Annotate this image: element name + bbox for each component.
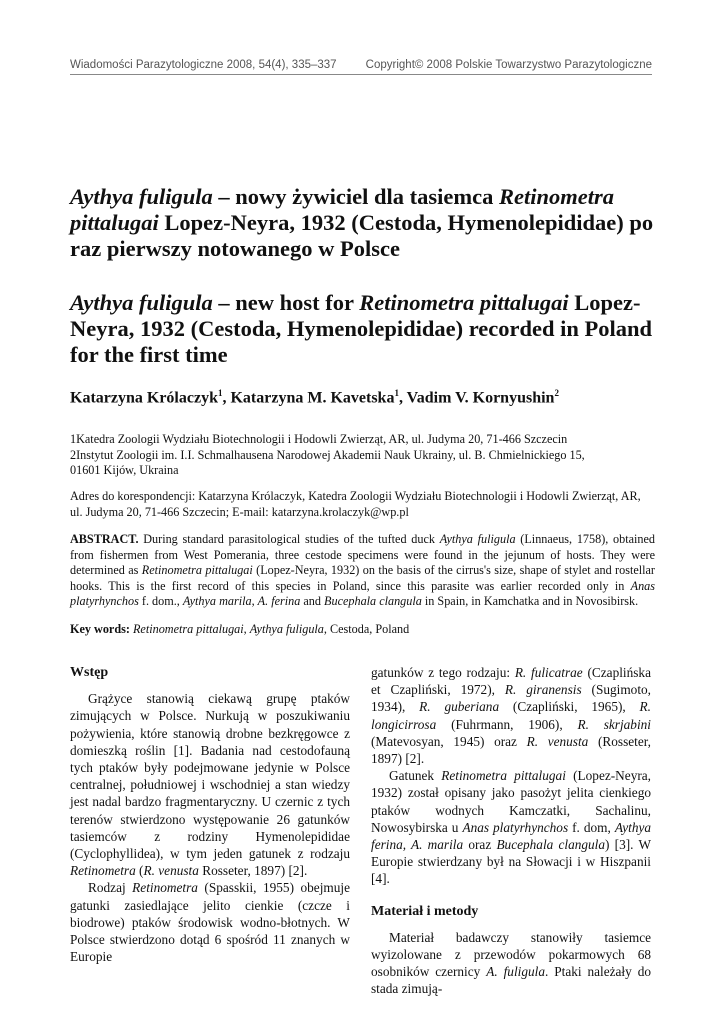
affiliation-2: 2Instytut Zoologii im. I.I. Schmalhausena Narodowej Akademii Nauk Ukrainy, ul. B. Chmielnickiego 15, bbox=[70, 447, 585, 462]
paragraph-text: Rosseter, 1897) [2]. bbox=[198, 863, 308, 879]
title-pl-species: Aythya fuligula bbox=[70, 184, 213, 209]
paragraph-text: . Ptaki należały do stada zimują- bbox=[371, 964, 651, 997]
journal-citation: Wiadomości Parazytologiczne 2008, 54(4), 335–337 bbox=[70, 59, 337, 71]
paragraph-text: Rodzaj bbox=[88, 880, 133, 896]
keyword-italic: Retinometra pittalugai bbox=[132, 622, 244, 636]
author-2-affil: 1 bbox=[394, 388, 399, 398]
paragraph-italic: R. venusta bbox=[143, 863, 199, 879]
paragraph-text: Materiał badawczy stanowiły tasiemce wyizolowane z przewodów pokarmowych 68 osobników czernicy bbox=[371, 929, 651, 980]
abstract bbox=[70, 532, 655, 610]
paragraph-text: (Spasskii, 1955) obejmuje gatunki zasiedlające jelito cienkie (czcze i biodrowe) ptaków środowisk wodno-błotnych. W Polsce stwierdzono dotąd 6 spośród 11 znanych w Europie bbox=[70, 880, 350, 965]
title-pl-genus: Retinometra pittalugai bbox=[70, 184, 614, 235]
title-en-text-2: Lopez-Neyra, 1932 (Cestoda, Hymenolepididae) recorded in Poland for the first time bbox=[70, 290, 653, 367]
running-header bbox=[70, 59, 652, 75]
abstract-italic: Retinometra pittalugai bbox=[141, 563, 253, 577]
paragraph-text: (Sugimoto, 1934), bbox=[371, 682, 651, 715]
paragraph bbox=[371, 767, 651, 887]
abstract-italic: Bucephala clangula bbox=[324, 594, 422, 608]
paragraph-italic: A. fuligula bbox=[486, 964, 545, 980]
copyright-notice: Copyright© 2008 Polskie Towarzystwo Parazytologiczne bbox=[365, 59, 652, 71]
paragraph bbox=[70, 879, 350, 965]
author-1-affil: 1 bbox=[217, 388, 223, 398]
abstract-label: ABSTRACT. bbox=[70, 532, 139, 546]
keyword-text: , Cestoda, Poland bbox=[323, 622, 410, 636]
paragraph-italic: R. giranensis bbox=[504, 682, 582, 698]
affiliation-1: 1Katedra Zoologii Wydziału Biotechnologii i Hodowli Zwierząt, AR, ul. Judyma 20, 71-466 Szczecin bbox=[70, 432, 568, 446]
paragraph bbox=[371, 664, 651, 767]
author-3-affil: 2 bbox=[554, 388, 559, 398]
title-english bbox=[70, 290, 660, 368]
author-1: Katarzyna Królaczyk bbox=[70, 389, 218, 407]
paragraph-text: f. dom, bbox=[568, 819, 615, 835]
keyword-italic: Aythya fuligula bbox=[249, 622, 324, 636]
paragraph-text: (Czaplińska et Czapliński, 1972), bbox=[371, 665, 651, 698]
paragraph-italic: R. guberiana bbox=[419, 699, 500, 715]
paragraph-italic: Aythya ferina, A. marila bbox=[371, 819, 652, 853]
paragraph-text: (Czapliński, 1965), bbox=[499, 699, 640, 715]
title-polish bbox=[70, 184, 660, 262]
paragraph-italic: Retinometra bbox=[132, 880, 198, 896]
author-3: , Vadim V. Kornyushin bbox=[398, 389, 555, 407]
paragraph-text: oraz bbox=[463, 837, 497, 853]
abstract-text: in Spain, in Kamchatka and in Novosibirsk. bbox=[421, 594, 639, 608]
paragraph-italic: R. fulicatrae bbox=[514, 665, 583, 680]
paragraph bbox=[371, 929, 651, 998]
keywords-label: Key words: bbox=[70, 622, 130, 636]
paragraph-text: ( bbox=[135, 863, 144, 879]
paragraph-text: ) [3]. W Europie stwierdzany był na Słowacji i w Hiszpanii [4]. bbox=[371, 837, 651, 887]
left-column bbox=[70, 664, 350, 965]
paragraph-italic: Retinometra bbox=[70, 863, 136, 879]
keyword-text: , bbox=[243, 622, 250, 636]
title-pl-text-1: – nowy żywiciel dla tasiemca bbox=[212, 184, 499, 209]
paragraph-text: Grążyce stanowią ciekawą grupę ptaków zimujących w Polsce. Nurkują w poszukiwaniu pożywienia, które stanowią drobne bezkręgowce z domieszką roślin [1]. Badania nad cestodofauną tych ptaków były podejmowane jedynie w Polsce centralnej, południowej i wschodniej a stan wiedzy jest nadal bardzo fragmentaryczny. U czernic z tych terenów stwierdzono występowanie 26 gatunków tasiemców z rodziny Hymenolepididae (Cyclophyllidea), w tym jeden gatunek z rodzaju bbox=[70, 691, 350, 862]
abstract-text: During standard parasitological studies of the tufted duck bbox=[138, 532, 440, 546]
abstract-italic: Anas platyrhynchos bbox=[70, 578, 655, 608]
title-en-species: Aythya fuligula bbox=[70, 290, 213, 315]
abstract-italic: Aythya fuligula bbox=[439, 532, 516, 546]
author-list bbox=[70, 388, 670, 407]
paragraph-italic: Bucephala clangula bbox=[496, 837, 606, 853]
paragraph-text: (Rosseter, 1897) [2]. bbox=[371, 733, 651, 767]
paragraph-italic: R. venusta bbox=[526, 733, 589, 749]
paragraph-text: gatunków z tego rodzaju: bbox=[371, 665, 515, 680]
keywords bbox=[70, 622, 655, 637]
title-pl-text-2: Lopez-Neyra, 1932 (Cestoda, Hymenolepididae) po raz pierwszy notowanego w Polsce bbox=[70, 210, 654, 261]
paragraph-text: (Fuhrmann, 1906), bbox=[436, 716, 578, 732]
abstract-text: (Lopez-Neyra, 1932) on the basis of the cirrus's size, shape of stylet and rostellar hooks. This is the first record of this species in Poland, since this parasite was earlier recorded only in bbox=[70, 563, 655, 593]
paragraph-italic: Retinometra pittalugai bbox=[441, 768, 566, 784]
abstract-text: (Linnaeus, 1758), obtained from fishermen from West Pomerania, three cestode specimens were found in the jejunum of hosts. They were determined as bbox=[70, 532, 655, 577]
abstract-italic: A. ferina bbox=[257, 594, 301, 608]
paragraph bbox=[70, 690, 350, 879]
paragraph-italic: Anas platyrhynchos bbox=[462, 819, 569, 835]
paragraph-italic: R. skrjabini bbox=[577, 716, 651, 732]
paragraph-text: (Lopez-Neyra, 1932) został opisany jako pasożyt jelita cienkiego ptaków wodnych Kamczatki, Sachalinu, Nowosybirska u bbox=[371, 768, 651, 835]
title-en-text-1: – new host for bbox=[212, 290, 360, 315]
section-heading-methods: Materiał i metody bbox=[371, 903, 479, 919]
affiliations bbox=[70, 432, 655, 479]
right-column bbox=[371, 664, 651, 998]
author-2: , Katarzyna M. Kavetska bbox=[222, 389, 395, 407]
title-en-genus: Retinometra pittalugai bbox=[359, 290, 569, 315]
abstract-italic: Aythya marila bbox=[182, 594, 252, 608]
affiliation-2-cont: 01601 Kijów, Ukraina bbox=[70, 463, 179, 477]
abstract-text: f. dom., bbox=[138, 594, 183, 608]
abstract-text: , bbox=[251, 594, 258, 608]
section-heading-intro: Wstęp bbox=[70, 665, 109, 680]
correspondence-address: Adres do korespondencji: Katarzyna Królaczyk, Katedra Zoologii Wydziału Biotechnologii i Hodowli Zwierząt, AR, ul. Judyma 20, 71-466 Szczecin; E-mail: katarzyna.krolaczyk@wp.pl bbox=[70, 489, 641, 519]
paragraph-text: (Matevosyan, 1945) oraz bbox=[371, 733, 527, 749]
paragraph-text: Gatunek bbox=[389, 768, 442, 784]
paragraph-italic: R. longicirrosa bbox=[371, 699, 651, 732]
abstract-text: and bbox=[300, 594, 325, 608]
